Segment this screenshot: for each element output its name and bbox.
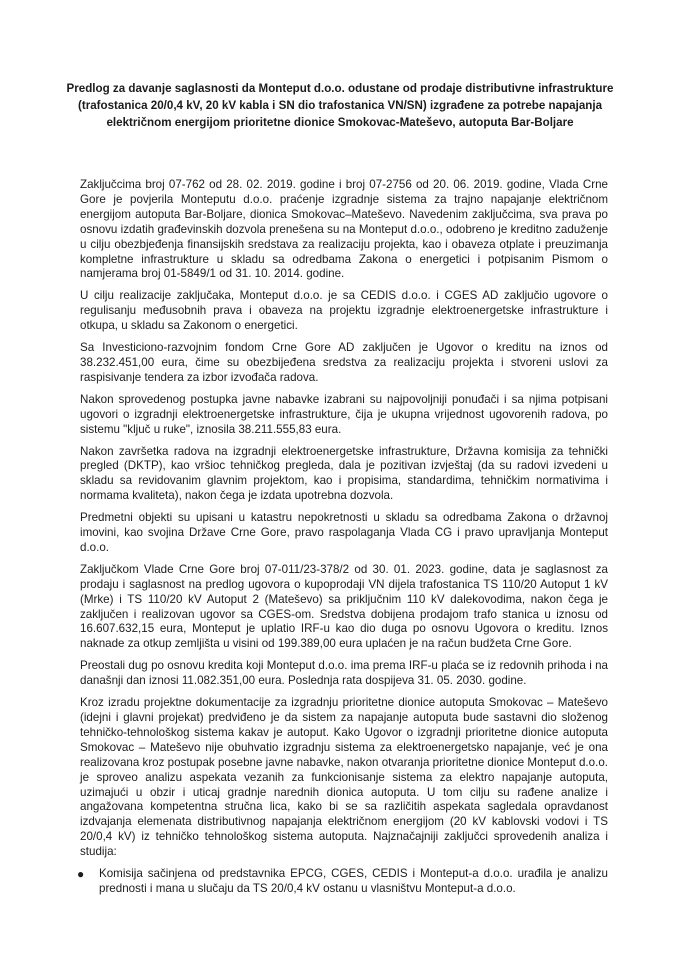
paragraph: Sa Investiciono-razvojnim fondom Crne Gore AD zaključen je Ugovor o kreditu na iznos od 38.232.451,00 eura, čime su obezbijeđena sredstva za realizaciju projekta i stvoreni uslovi za raspisivanje tendera za izbor izvođača radova. (80, 341, 608, 384)
paragraph: Preostali dug po osnovu kredita koji Monteput d.o.o. ima prema IRF-u plaća se iz redovnih prihoda i na današnji dan iznosi 11.082.351,00 eura. Poslednja rata dospijeva 31. 05. 2030. godine. (80, 659, 608, 688)
paragraph: Nakon završetka radova na izgradnji elektroenergetske infrastrukture, Državna komisija za tehnički pregled (DKTP), kao vršioc tehničkog pregleda, dala je pozitivan izvještaj (da su radovi izvedeni u skladu sa revidovanim glavnim projektom, kao i propisima, standardima, tehničkim normativima i normama kvaliteta), nakon čega je izdata upotrebna dozvola. (80, 444, 608, 503)
document-body (77, 178, 608, 897)
paragraph: Nakon sprovedenog postupka javne nabavke izabrani su najpovoljniji ponuđači i sa njima potpisani ugovori o izgradnji elektroenergetske infrastrukture, čija je ukupna vrijednost ugovorenih radova, po sistemu "ključ u ruke", iznosila 38.211.555,83 eura. (80, 392, 608, 436)
paragraph: Predmetni objekti su upisani u katastru nepokretnosti u skladu sa odredbama Zakona o državnoj imovini, kao svojina Države Crne Gore, pravo raspolaganja Vlada CG i pravo upravljanja Monteput d.o.o. (80, 511, 608, 554)
bullet-list (77, 867, 608, 897)
paragraph: U cilju realizacije zaključaka, Monteput d.o.o. je sa CEDIS d.o.o. i CGES AD zaključio ugovore o regulisanju međusobnih prava i obaveza na projektu izgradnje elektroenergetske infrastrukture i otkupa, u skladu sa Zakonom o energetici. (80, 289, 608, 333)
paragraph: Zaključcima broj 07-762 od 28. 02. 2019. godine i broj 07-2756 od 20. 06. 2019. godine, Vlada Crne Gore je povjerila Monteputu d.o.o. praćenje izgradnje sistema za trajno napajanje električnom energijom autoputa Bar-Boljare, dionica Smokovac–Mateševo. Navedenim zaključcima, sva prava po osnovu izdatih građevinskih dozvola prenešena su na Monteput d.o.o., odobreno je kreditno zaduženje u cilju obezbjeđenja finansijskih sredstava za realizaciju projekta, kao i obaveza otplate i preuzimanja kompletne infrastrukture u skladu sa odredbama Zakona o energetici i potpisanim Pismom o namjerama broj 01-5849/1 od 31. 10. 2014. godine. (80, 178, 608, 281)
paragraph: Kroz izradu projektne dokumentacije za izgradnju prioritetne dionice autoputa Smokovac – Mateševo (idejni i glavni projekat) predviđeno je da sistem za napajanje autoputa bude sastavni dio složenog tehničko-tehnološkog sistema kakav je autoput. Kako Ugovor o izgradnji prioritetne dionice autoputa Smokovac – Mateševo nije obuhvatio izgradnju sistema za elektroenergetsko napajanje, već je ona realizovana kroz postupak posebne javne nabavke, nakon otvaranja prioritetne dionice Monteput d.o.o. je sproveo analizu aspekata vezanih za funkcionisanje sistema za elektro napajanje autoputa, uzimajući u obzir i uticaj gradnje narednih dionica autoputa. U tom cilju su rađene analize i angažovana kompetentna stručna lica, kako bi se sa različitih aspekata sagledala opravdanost izdvajanja elemenata distributivnog napajanja električnom energijom (20 kV kablovski vodovi i TS 20/0,4 kV) iz tehničko tehnološkog sistema autoputa. Najznačajniji zaključci sprovedenih analiza i studija: (80, 696, 608, 859)
list-item (77, 867, 608, 897)
document-title: Predlog za davanje saglasnosti da Monteput d.o.o. odustane od prodaje distributivne infrastrukture (trafostanica 20/0,4 kV, 20 kV kabla i SN dio trafostanica VN/SN) izgrađene za potrebe napajanja električnom energijom prioritetne dionice Smokovac-Mateševo, autoputa Bar-Boljare (66, 82, 614, 129)
bullet-dot-icon: ● (77, 867, 85, 882)
list-item-text: Komisija sačinjena od predstavnika EPCG, CGES, CEDIS i Monteput-a d.o.o. urađila je analizu prednosti i mana u slučaju da TS 20/0,4 kV ostanu u vlasništvu Monteput-a d.o.o. (99, 867, 608, 895)
paragraph: Zaključkom Vlade Crne Gore broj 07-011/23-378/2 od 30. 01. 2023. godine, data je saglasnost za prodaju i saglasnost na predlog ugovora o kupoprodaji VN dijela trafostanica TS 110/20 Autoput 1 kV (Mrke) i TS 110/20 kV Autoput 2 (Mateševo) sa priključnim 110 kV dalekovodima, nakon čega je zaključen i realizovan ugovor sa CGES-om. Sredstva dobijena prodajom trafo stanica u iznosu od 16.607.632,15 eura, Monteput je uplatio IRF-u kao dio duga po osnovu Ugovora o kreditu. Iznos naknade za otkup zemljišta u visini od 199.389,00 eura uplaćen je na račun budžeta Crne Gore. (80, 562, 608, 651)
